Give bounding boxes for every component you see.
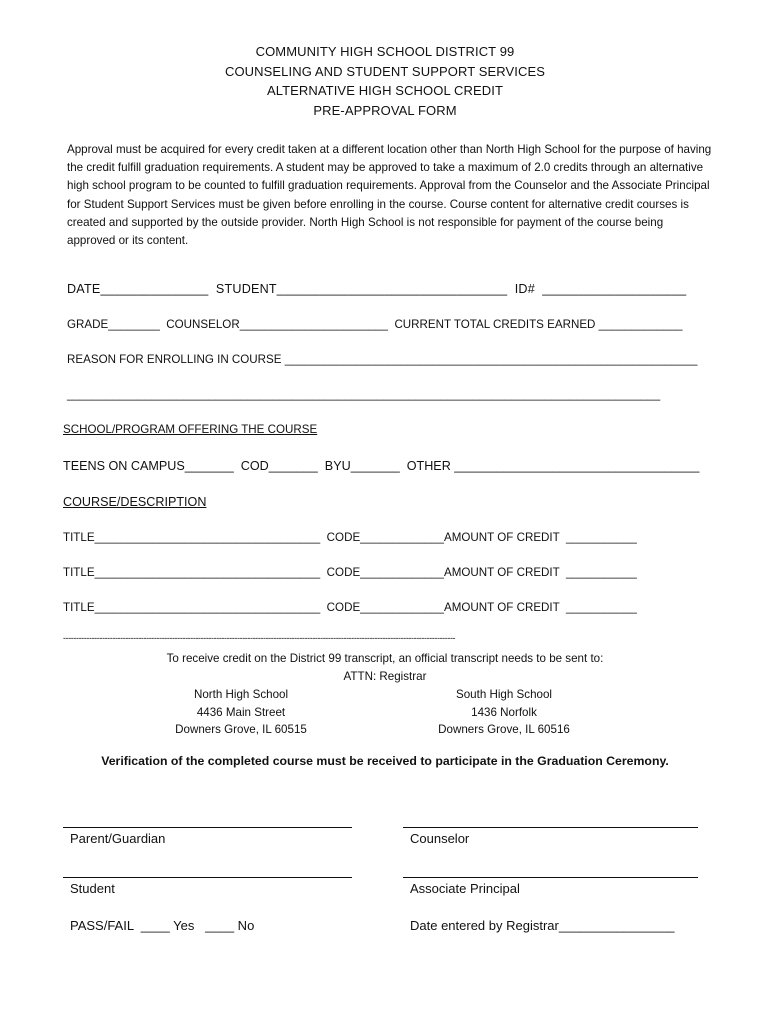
school-street: 4436 Main Street [196,705,286,719]
reason-continued-line[interactable]: ____________________________________________________________________________________________ [67,388,661,401]
form-header [0,42,770,120]
date-student-id-row[interactable]: DATE_______________ STUDENT________________________________ ID# ____________________ [67,282,687,296]
course-row[interactable]: TITLE___________________________________ CODE_____________AMOUNT OF CREDIT ___________ [63,601,637,614]
cut-divider: ------------------------------------------------------------------------------------------------------------------------------------------------------- [63,633,456,643]
school-program-heading: SCHOOL/PROGRAM OFFERING THE COURSE [63,423,318,436]
district-title: COMMUNITY HIGH SCHOOL DISTRICT 99 [255,44,515,59]
school-city: Downers Grove, IL 60516 [438,723,570,736]
course-row[interactable]: TITLE___________________________________ CODE_____________AMOUNT OF CREDIT ___________ [63,531,637,544]
intro-paragraph: Approval must be acquired for every credit taken at a different location other than North High School for the purpose of having the credit fulfill graduation requirements. A student may be approved to take a maximum of 2.0 credits through an alternative high school program to be counted to fulfill graduation requirements. Approval from the Counselor and the Associate Principal for Student Support Services must be given before enrolling in the course. Course content for alternative credit courses is created and supported by the outside provider. North High School is not responsible for payment of the course being approved or its content. [67,143,712,248]
south-address [403,686,605,739]
counselor-signature-line[interactable] [403,827,698,828]
school-city: Downers Grove, IL 60515 [175,723,307,736]
grade-counselor-credits-row[interactable]: GRADE________ COUNSELOR_______________________ CURRENT TOTAL CREDITS EARNED _____________ [67,318,683,331]
reason-row[interactable]: REASON FOR ENROLLING IN COURSE ________________________________________________________________ [67,353,698,366]
course-row[interactable]: TITLE___________________________________ CODE_____________AMOUNT OF CREDIT ___________ [63,566,637,579]
school-name: South High School [455,688,553,701]
pass-fail-field[interactable]: PASS/FAIL ____ Yes ____ No [70,918,255,933]
associate-principal-signature-line[interactable] [403,877,698,878]
attn-registrar: ATTN: Registrar [343,670,427,683]
department-title: COUNSELING AND STUDENT SUPPORT SERVICES [224,63,546,79]
counselor-label: Counselor [410,831,470,846]
student-signature-line[interactable] [63,877,352,878]
form-subject: ALTERNATIVE HIGH SCHOOL CREDIT [266,83,504,98]
associate-principal-label: Associate Principal [410,881,520,896]
transcript-instruction: To receive credit on the District 99 transcript, an official transcript needs to be sent to: [166,652,604,665]
registrar-date-field[interactable]: Date entered by Registrar________________ [410,918,675,933]
school-name: North High School [193,688,289,701]
parent-signature-line[interactable] [63,827,352,828]
school-program-options[interactable]: TEENS ON CAMPUS_______ COD_______ BYU_______ OTHER ___________________________________ [63,459,700,473]
form-title: PRE-APPROVAL FORM [313,102,457,118]
verification-notice: Verification of the completed course must be received to participate in the Graduation Ceremony. [101,754,669,768]
school-street: 1436 Norfolk [471,705,537,719]
student-label: Student [70,881,115,896]
course-description-heading: COURSE/DESCRIPTION [63,495,207,509]
north-address [140,686,342,739]
parent-guardian-label: Parent/Guardian [70,831,166,846]
